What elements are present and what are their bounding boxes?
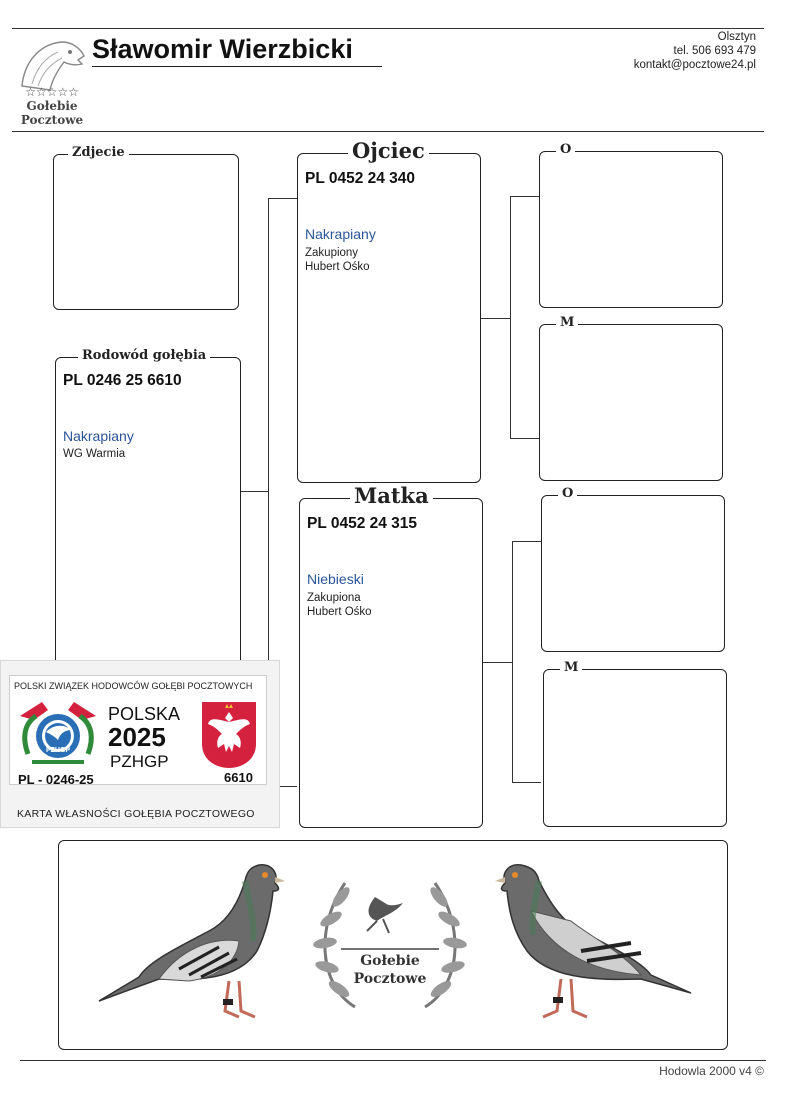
card-ring-number: PL - 0246-25 [18, 772, 94, 787]
father-grandparents-bracket [510, 196, 539, 439]
card-footer: KARTA WŁASNOŚCI GOŁĘBIA POCZTOWEGO [17, 808, 255, 820]
eagle-head-icon [12, 34, 92, 92]
mother-father-title: O [558, 486, 577, 501]
contact-city: Olsztyn [717, 31, 756, 43]
mother-mother-title: M [560, 660, 582, 675]
mother-ring-number: PL 0452 24 315 [307, 515, 418, 532]
mother-box-title: Matka [350, 483, 433, 508]
emblem-line1: Gołebie [360, 953, 420, 969]
mother-box [299, 483, 483, 828]
father-father-box [539, 142, 723, 308]
gołebie-pocztowe-logo [12, 34, 92, 130]
father-mother-title: M [556, 315, 578, 330]
mother-color: Niebieski [307, 571, 364, 587]
pzhgp-logo-icon [14, 694, 102, 774]
mother-father-box [541, 486, 725, 652]
right-pigeon-icon [491, 851, 701, 1031]
photo-box [53, 145, 239, 310]
footer-rule [20, 1060, 766, 1061]
father-ring-number: PL 0452 24 340 [305, 170, 416, 187]
father-mother-box [539, 315, 723, 481]
left-pigeon-icon [89, 851, 289, 1031]
pigeon-box-title: Rodowód gołębia [78, 348, 210, 363]
father-color: Nakrapiany [305, 226, 376, 242]
logo-stars: ☆☆☆☆☆ [25, 85, 79, 99]
logo-line1: Gołebie [26, 99, 78, 113]
contact-info [634, 30, 756, 72]
pigeon-info-1: WG Warmia [63, 448, 126, 460]
photo-box-title: Zdjecie [68, 145, 129, 160]
header-top-rule [12, 28, 764, 29]
father-box-title: Ojciec [348, 138, 429, 163]
father-connector-stub [481, 318, 511, 319]
mother-info-1: Zakupiona [307, 592, 361, 604]
laurel-wreath-emblem-icon [305, 857, 475, 1037]
father-box [297, 138, 481, 483]
decorative-banner [58, 840, 728, 1050]
pzhgp-logo-text: PZHGP [45, 747, 71, 754]
mother-info-2: Hubert Ośko [307, 606, 372, 618]
card-number: 6610 [224, 770, 253, 785]
ownership-card [0, 660, 280, 828]
card-pzhgp: PZHGP [110, 752, 169, 771]
emblem-line2: Pocztowe [353, 971, 427, 987]
mother-connector-stub [483, 662, 513, 663]
breeder-name: Sławomir Wierzbicki [92, 34, 353, 64]
father-info-2: Hubert Ośko [305, 261, 370, 273]
contact-email: kontakt@pocztowe24.pl [633, 59, 756, 71]
father-father-title: O [556, 142, 575, 157]
card-inner [9, 675, 267, 785]
breeder-name-underline [92, 66, 382, 67]
pigeon-connector-stub [241, 491, 269, 492]
contact-phone: tel. 506 693 479 [673, 45, 756, 57]
card-polska: POLSKA [108, 704, 181, 724]
header-bottom-rule [12, 131, 764, 132]
polish-eagle-emblem-icon [200, 700, 258, 770]
pigeon-color: Nakrapiany [63, 428, 134, 444]
card-header: POLSKI ZWIĄZEK HODOWCÓW GOŁĘBI POCZTOWYCH [14, 681, 253, 691]
father-info-1: Zakupiony [305, 247, 359, 259]
logo-line2: Pocztowe [20, 113, 84, 127]
mother-mother-box [543, 660, 727, 827]
mother-grandparents-bracket [512, 541, 541, 783]
footer-version: Hodowla 2000 v4 © [659, 1064, 764, 1078]
card-year: 2025 [108, 722, 166, 752]
pigeon-ring-number: PL 0246 25 6610 [63, 372, 182, 389]
